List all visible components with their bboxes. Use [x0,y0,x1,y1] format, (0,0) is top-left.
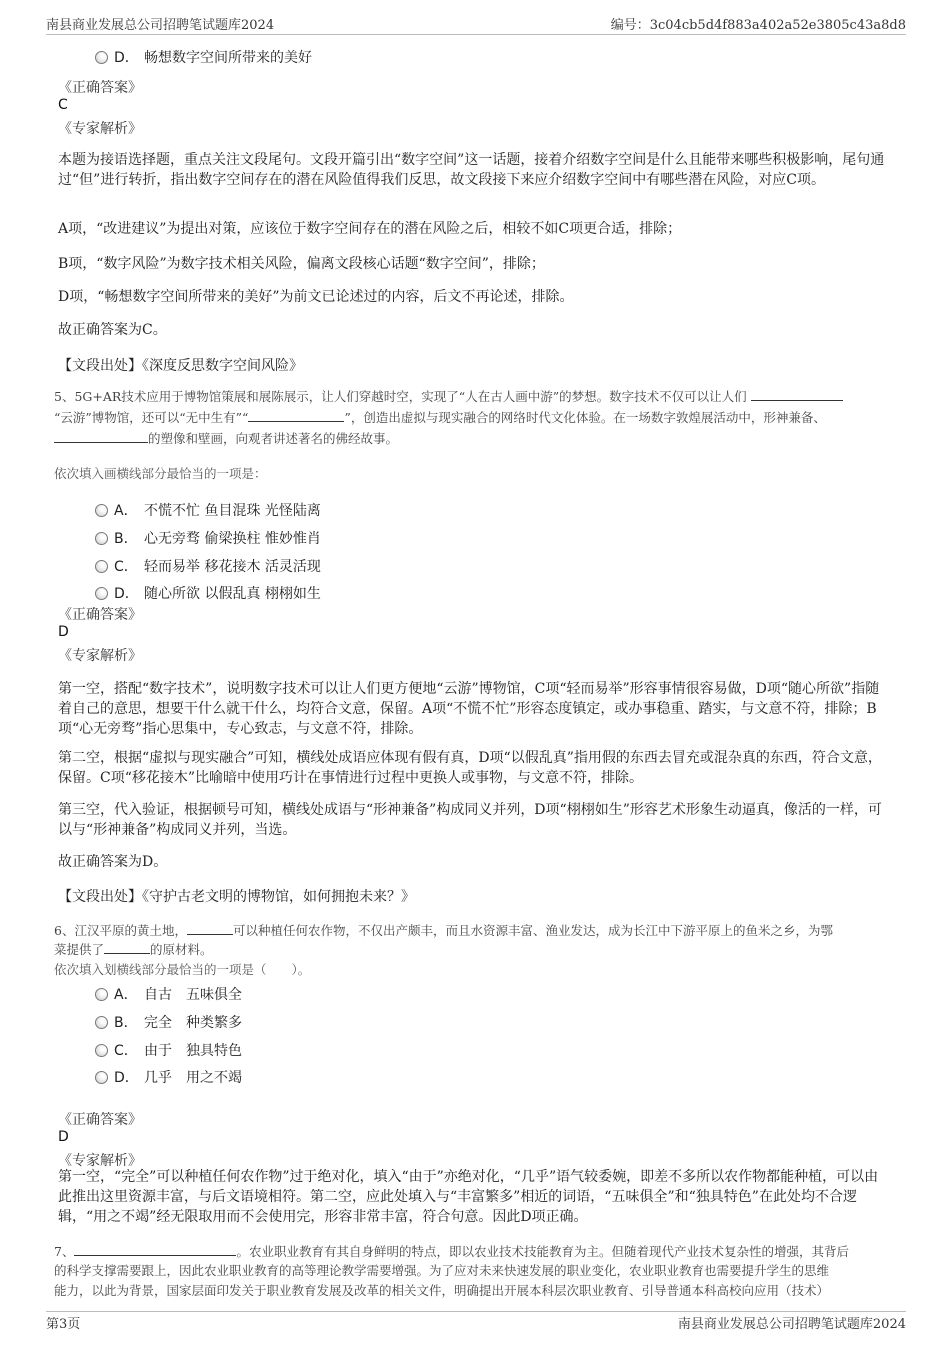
q6-stem-line1: 6、江汉平原的黄土地， 可以种植任何农作物，不仅出产颇丰，而且水资源丰富、渔业发达，成为长江中下游平原上的鱼米之乡，为鄂 [54,923,833,938]
q5-conclusion: 故正确答案为D。 [58,854,168,870]
q5-analysis-p3: 第三空，代入验证，根据顿号可知，横线处成语与“形神兼备”构成同义并列，D项“栩栩如生”形容艺术形象生动逼真，像活的一样，可以与“形神兼备”构成同义并列，当选。 [58,802,882,838]
header-title: 南县商业发展总公司招聘笔试题库2024 [46,18,275,33]
q5-stem-line3: 的塑像和壁画，向观者讲述著名的佛经故事。 [54,428,894,449]
radio-icon[interactable] [95,1016,108,1029]
q6-option-d[interactable]: D． 几乎 用之不竭 [95,1067,242,1087]
footer-title: 南县商业发展总公司招聘笔试题库2024 [677,1317,906,1332]
page-header [46,14,906,34]
q5-answer: D [58,624,69,640]
q5-option-b[interactable]: B． 心无旁骛 偷梁换柱 惟妙惟肖 [95,528,321,548]
radio-icon[interactable] [95,560,108,573]
radio-icon[interactable] [95,504,108,517]
blank-line [74,1242,236,1256]
header-serial: 编号：3c04cb5d4f883a402a52e3805c43a8d8 [610,18,906,33]
blank-line [54,429,148,443]
q4-analysis-p3: B项，“数字风险”为数字技术相关风险，偏离文段核心话题“数字空间”，排除； [58,256,545,272]
q7-stem-line2: 的科学支撑需要跟上，因此农业职业教育的高等理论教学需要增强。为了应对未来快速发展的职业变化，农业职业教育也需要提升学生的思维 [54,1263,830,1278]
q4-analysis-p2: A项，“改进建议”为提出对策，应该位于数字空间存在的潜在风险之后，相较不如C项更合适，排除； [58,221,682,237]
q6-prompt: 依次填入划横线部分最恰当的一项是（ ）。 [54,962,311,977]
radio-icon[interactable] [95,1044,108,1057]
q6-answer-label: 《正确答案》 [58,1112,142,1128]
blank-line [751,387,843,401]
q5-option-a[interactable]: A． 不慌不忙 鱼目混珠 光怪陆离 [95,500,321,520]
q6-analysis: 第一空，“完全”可以种植任何农作物”过于绝对化，填入“由于”亦绝对化，“几乎”语气较委婉，即差不多所以农作物都能种植，可以由此推出这里资源丰富，与后文语境相符。第二空，应此处填入与“丰富繁多”相近的词语，“五味俱全”和“独具特色”在此处均不合逻辑，“用之不竭”经无限取用而不会使用完，形容非常丰富，符合句意。因此D项正确。 [58,1169,879,1225]
q6-stem-line2: 菜提供了 的原材料。 [54,942,213,957]
q4-analysis-label: 《专家解析》 [58,121,142,137]
q6-option-c[interactable]: C． 由于 独具特色 [95,1040,242,1060]
q4-answer: C [58,97,68,113]
q6-answer: D [58,1129,69,1145]
q6-analysis-label: 《专家解析》 [58,1153,142,1169]
header-divider [46,34,906,35]
blank-line [187,921,233,935]
q5-option-d[interactable]: D． 随心所欲 以假乱真 栩栩如生 [95,583,321,603]
footer-divider [46,1311,906,1312]
q4-analysis-p4: D项，“畅想数字空间所带来的美好”为前文已论述过的内容，后文不再论述，排除。 [58,289,574,305]
q4-analysis-p1: 本题为接语选择题，重点关注文段尾句。文段开篇引出“数字空间”这一话题，接着介绍数字空间是什么且能带来哪些积极影响，尾句通过“但”进行转折，指出数字空间存在的潜在风险值得我们反思，故文段接下来应介绍数字空间中有哪些潜在风险，对应C项。 [58,152,885,188]
q5-prompt: 依次填入画横线部分最恰当的一项是： [54,466,267,481]
q5-answer-label: 《正确答案》 [58,607,142,623]
q5-source: 【文段出处】《守护古老文明的博物馆，如何拥抱未来？》 [58,889,415,905]
blank-line [248,408,344,422]
q4-answer-label: 《正确答案》 [58,80,142,96]
q5-analysis-p1: 第一空，搭配“数字技术”，说明数字技术可以让人们更方便地“云游”博物馆，C项“轻而易举”形容事情很容易做，D项“随心所欲”指随着自己的意思，想要干什么就干什么，均符合文意，保留。A项“不慌不忙”形容态度镇定，或办事稳重、踏实，与文意不符，排除；B项“心无旁骛”指心思集中，专心致志，与文意不符，排除。 [58,681,880,737]
q4-option-d[interactable]: D． 畅想数字空间所带来的美好 [95,47,312,67]
q6-option-b[interactable]: B． 完全 种类繁多 [95,1012,242,1032]
q5-stem-line2: “云游”博物馆，还可以“无中生有”“ ”，创造出虚拟与现实融合的网络时代文化体验。在一场数字敦煌展活动中，形神兼备、 [54,410,826,425]
q4-source: 【文段出处】《深度反思数字空间风险》 [58,358,303,374]
radio-icon[interactable] [95,587,108,600]
q6-option-a[interactable]: A． 自古 五味俱全 [95,984,242,1004]
q5-option-c[interactable]: C． 轻而易举 移花接木 活灵活现 [95,556,321,576]
radio-icon[interactable] [95,51,108,64]
q5-stem-line1: 5、5G+AR技术应用于博物馆策展和展陈展示，让人们穿越时空，实现了“人在古人画中游”的梦想。数字技术不仅可以让人们 [54,386,894,407]
radio-icon[interactable] [95,1071,108,1084]
q5-analysis-p2: 第二空，根据“虚拟与现实融合”可知，横线处成语应体现有假有真，D项“以假乱真”指用假的东西去冒充或混杂真的东西，符合文意，保留。C项“移花接木”比喻暗中使用巧计在事情进行过程中更换人或事物，与文意不符，排除。 [58,750,882,786]
blank-line [104,940,150,954]
q5-analysis-label: 《专家解析》 [58,648,142,664]
radio-icon[interactable] [95,988,108,1001]
page-footer [46,1313,906,1333]
q7-stem-line3: 能力，以此为背景，国家层面印发关于职业教育发展及改革的相关文件，明确提出开展本科层次职业教育、引导普通本科高校向应用（技术） [54,1283,830,1298]
q4-conclusion: 故正确答案为C。 [58,322,167,338]
q7-stem-line1: 7、 。农业职业教育有其自身鲜明的特点，即以农业技术技能教育为主。但随着现代产业技术复杂性的增强，其背后 [54,1244,849,1259]
radio-icon[interactable] [95,532,108,545]
page-number: 第3页 [46,1317,81,1332]
